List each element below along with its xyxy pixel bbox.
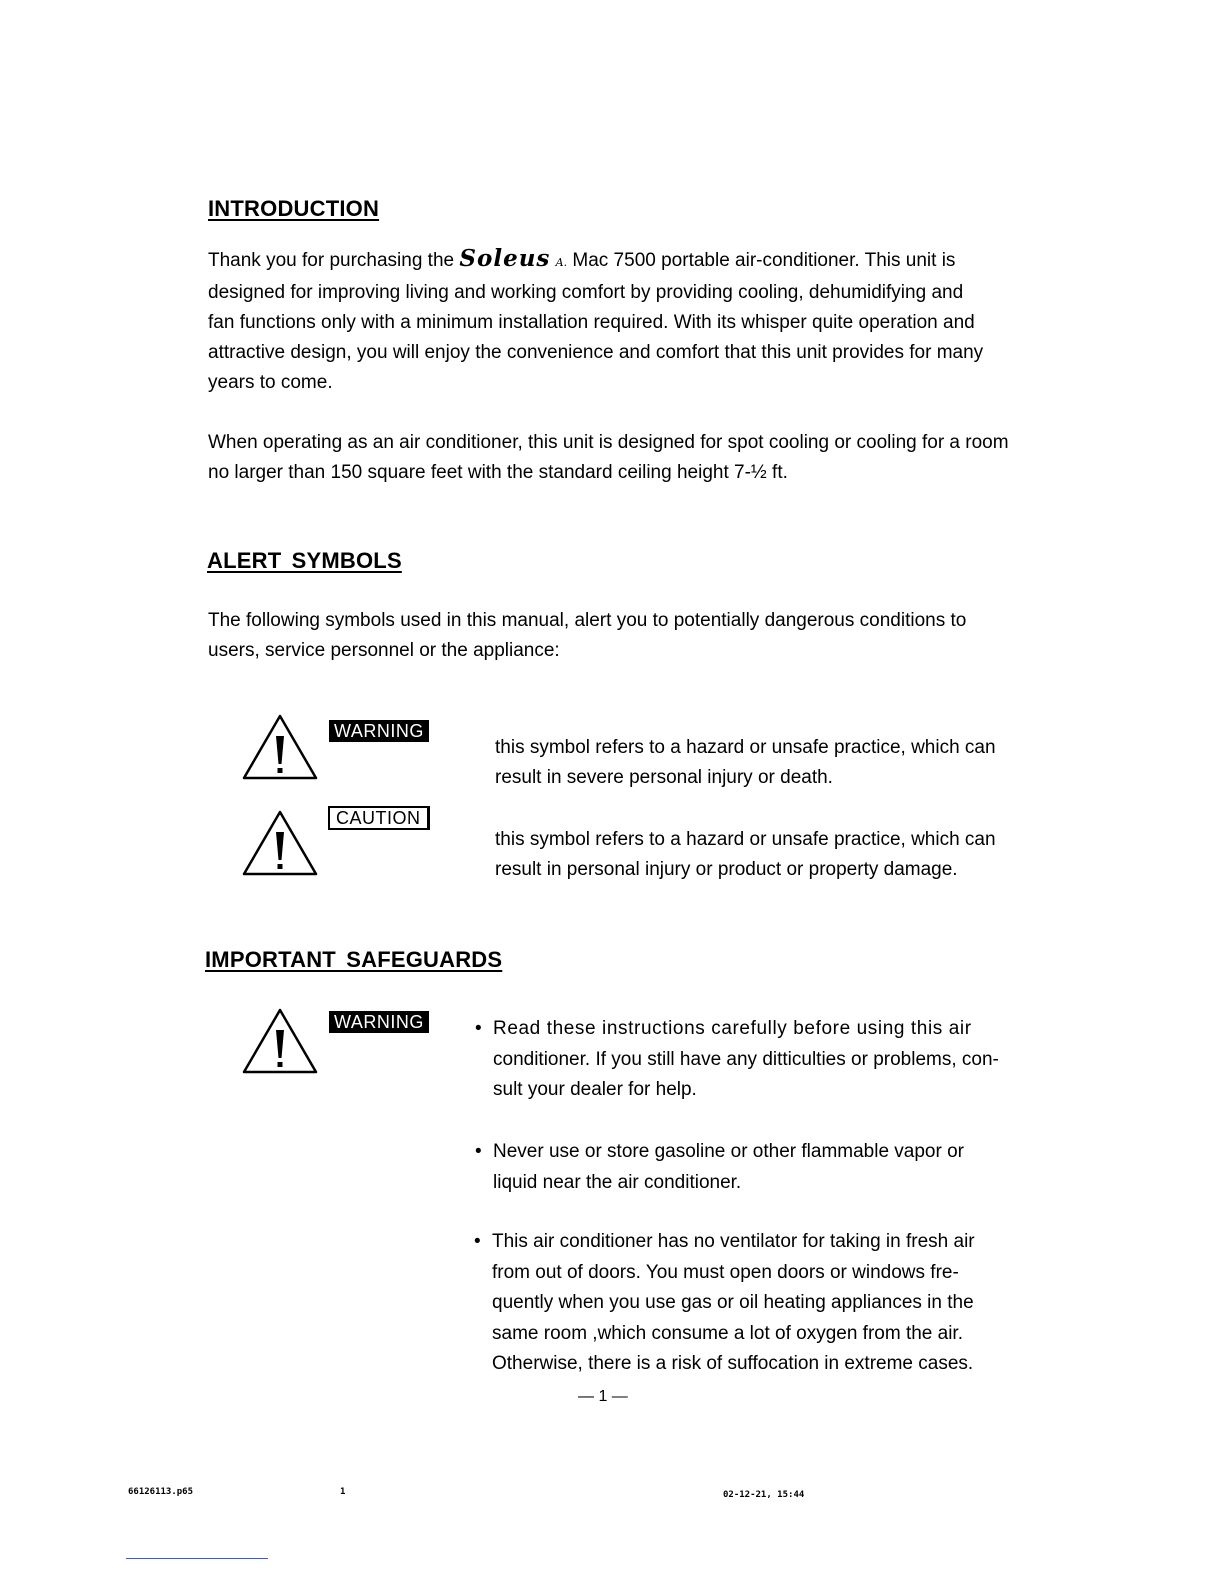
introduction-paragraph-2 [208, 428, 1038, 488]
caution-desc-line: result in personal injury or product or property damage. [495, 859, 958, 880]
alert-intro-line: The following symbols used in this manual, alert you to potentially dangerous conditions to [208, 610, 967, 631]
safeguard-line: Read these instructions carefully before using this air [493, 1018, 972, 1039]
alert-symbols-heading: ALERT SYMBOLS [207, 548, 402, 573]
intro-text-rest: Mac 7500 portable air-conditioner. This unit is [567, 250, 956, 271]
safeguard-item [475, 1137, 1023, 1198]
safeguard-item [475, 1014, 1023, 1106]
safeguard-line: This air conditioner has no ventilator for taking in fresh air [492, 1231, 975, 1252]
intro-line: attractive design, you will enjoy the convenience and comfort that this unit provides for many [208, 342, 984, 363]
footer-file: 66126113.p65 [128, 1487, 194, 1497]
safeguard-line: conditioner. If you still have any ditticulties or problems, con- [493, 1048, 999, 1070]
intro-text-prefix: Thank you for purchasing the [208, 250, 460, 271]
caution-triangle-icon [240, 808, 320, 880]
safeguard-item [474, 1227, 1022, 1380]
introduction-paragraph-1 [208, 244, 1038, 398]
alert-symbols-intro [208, 606, 1038, 666]
warning-desc-line: result in severe personal injury or death. [495, 767, 833, 788]
caution-desc-line: this symbol refers to a hazard or unsafe practice, which can [495, 829, 996, 850]
bullet-icon: • [474, 1231, 481, 1252]
safeguard-line: from out of doors. You must open doors or windows fre- [492, 1261, 959, 1283]
safeguard-line: quently when you use gas or oil heating appliances in the [492, 1292, 974, 1313]
footer-page: 1 [340, 1487, 346, 1497]
page-number: — 1 — [578, 1388, 628, 1405]
safeguard-line: sult your dealer for help. [493, 1079, 697, 1100]
warning-triangle-icon [240, 712, 320, 784]
brand-logo-sub: A. [555, 256, 568, 269]
warning-desc-line: this symbol refers to a hazard or unsafe practice, which can [495, 737, 996, 758]
alert-intro-line: users, service personnel or the appliance: [208, 640, 560, 661]
warning-badge: WARNING [329, 720, 429, 742]
important-safeguards-heading: IMPORTANT SAFEGUARDS [205, 947, 503, 972]
bullet-icon: • [475, 1018, 482, 1039]
warning-description [495, 733, 1035, 793]
warning-triangle-icon [240, 1006, 320, 1078]
introduction-heading: INTRODUCTION [208, 196, 380, 221]
bullet-icon: • [475, 1141, 482, 1162]
intro-line: no larger than 150 square feet with the standard ceiling height 7-½ ft. [208, 462, 788, 483]
intro-line: designed for improving living and working comfort by providing cooling, dehumidifying and [208, 282, 964, 303]
safeguard-line: Otherwise, there is a risk of suffocation in extreme cases. [492, 1353, 974, 1374]
footer-timestamp: 02-12-21, 15:44 [723, 1490, 805, 1500]
safeguard-line: liquid near the air conditioner. [493, 1171, 742, 1193]
intro-line: fan functions only with a minimum installation required. With its whisper quite operation and [208, 312, 975, 333]
safeguard-line: Never use or store gasoline or other flammable vapor or [493, 1141, 965, 1162]
link-underline [126, 1558, 268, 1559]
intro-line: years to come. [208, 372, 333, 393]
intro-line: When operating as an air conditioner, this unit is designed for spot cooling or cooling for a room [208, 432, 1009, 453]
brand-logo: Soleus [459, 245, 551, 272]
caution-description [495, 825, 1035, 885]
safeguards-warning-badge: WARNING [329, 1011, 429, 1033]
caution-badge: CAUTION [328, 806, 430, 830]
safeguard-line: same room ,which consume a lot of oxygen from the air. [492, 1322, 963, 1344]
